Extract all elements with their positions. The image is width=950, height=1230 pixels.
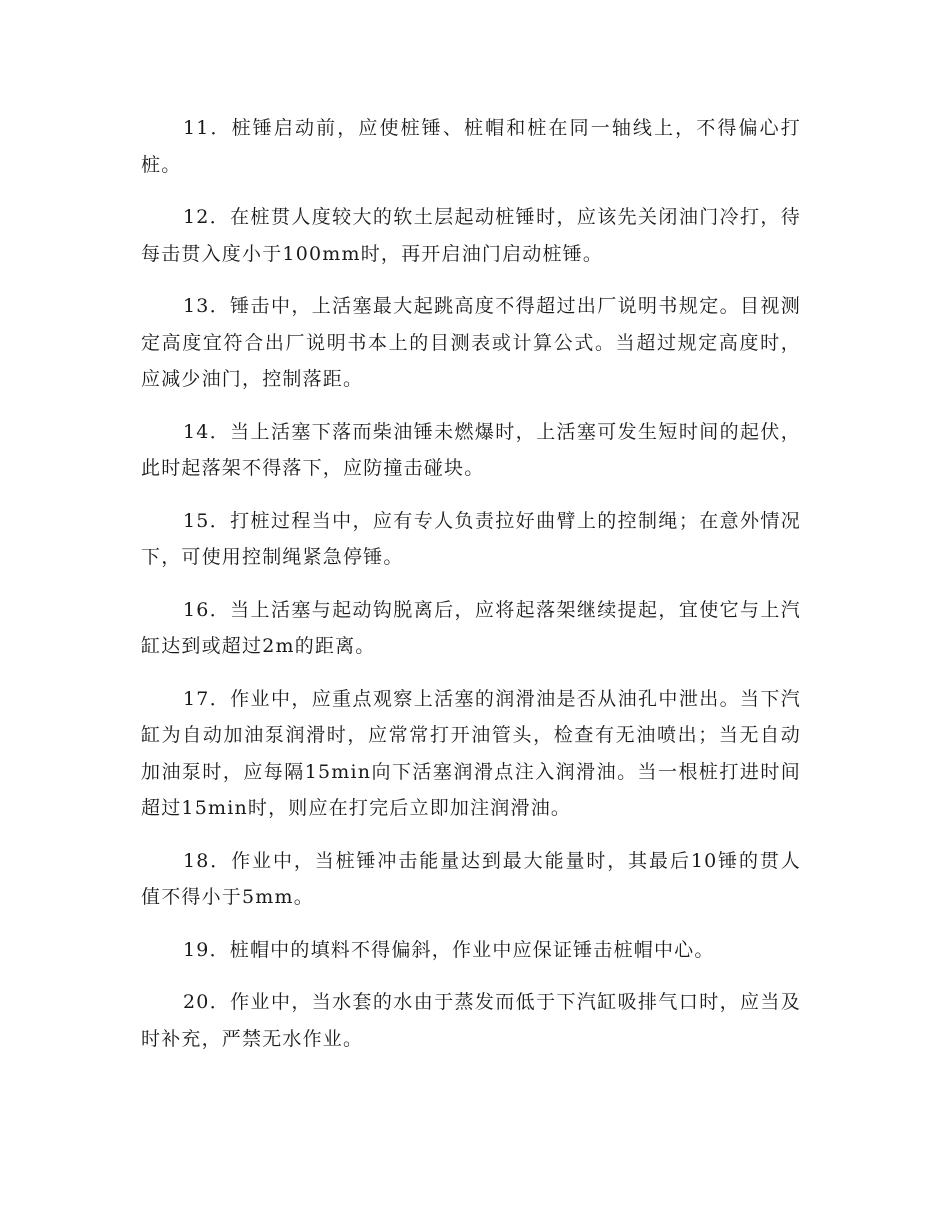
document-page	[141, 110, 801, 1073]
paragraph-16: 16．当上活塞与起动钩脱离后，应将起落架继续提起，宜使它与上汽缸达到或超过2m的距离。	[141, 598, 801, 657]
paragraph-13: 13．锤击中，上活塞最大起跳高度不得超过出厂说明书规定。目视测定高度宜符合出厂说明书本上的目测表或计算公式。当超过规定高度时，应减少油门，控制落距。	[141, 295, 801, 390]
paragraph-11: 11．桩锤启动前，应使桩锤、桩帽和桩在同一轴线上，不得偏心打桩。	[141, 117, 801, 176]
paragraph-15: 15．打桩过程当中，应有专人负责拉好曲臂上的控制绳；在意外情况下，可使用控制绳紧急停锤。	[141, 509, 801, 568]
paragraph-12: 12．在桩贯人度较大的软土层起动桩锤时，应该先关闭油门冷打，待每击贯入度小于100mm时，再开启油门启动桩锤。	[141, 206, 801, 265]
paragraph-20: 20．作业中，当水套的水由于蒸发而低于下汽缸吸排气口时，应当及时补充，严禁无水作业。	[141, 991, 801, 1050]
paragraph-14: 14．当上活塞下落而柴油锤未燃爆时，上活塞可发生短时间的起伏，此时起落架不得落下，应防撞击碰块。	[141, 420, 801, 479]
paragraph-19: 19．桩帽中的填料不得偏斜，作业中应保证锤击桩帽中心。	[183, 938, 715, 961]
paragraph-18: 18．作业中，当桩锤冲击能量达到最大能量时，其最后10锤的贯人值不得小于5mm。	[141, 849, 801, 908]
paragraph-17: 17．作业中，应重点观察上活塞的润滑油是否从油孔中泄出。当下汽缸为自动加油泵润滑时，应常常打开油管头，检查有无油喷出；当无自动加油泵时，应每隔15min向下活塞润滑点注入润滑油。当一根桩打进时间超过15min时，则应在打完后立即加注润滑油。	[141, 687, 801, 819]
